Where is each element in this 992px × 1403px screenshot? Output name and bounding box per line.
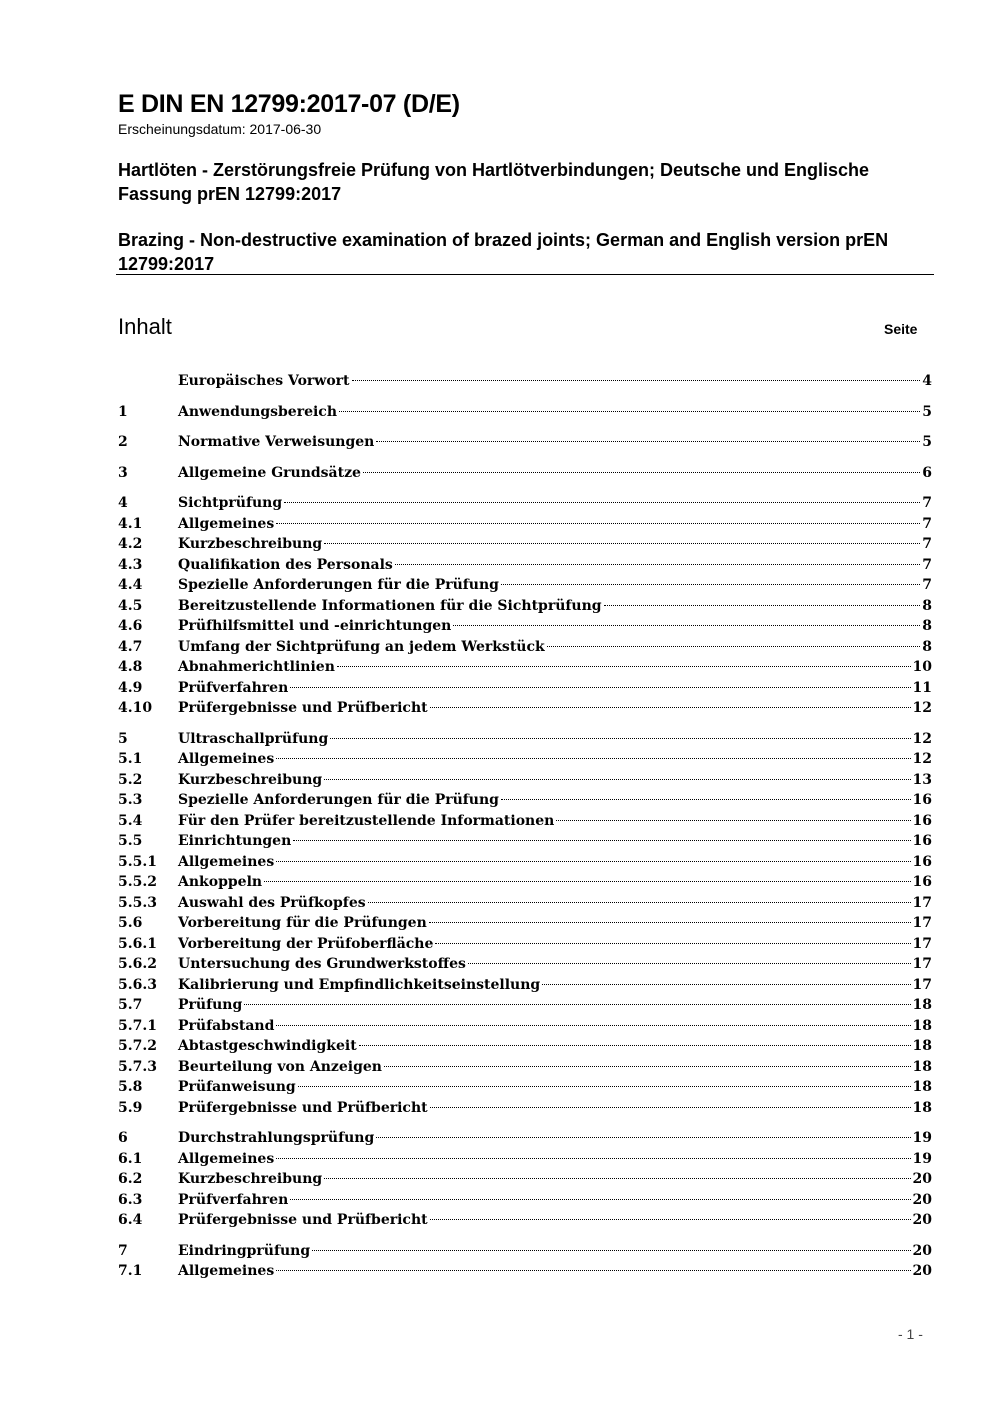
toc-entry-page: 13 — [912, 771, 932, 788]
toc-dot-leader — [312, 1250, 910, 1251]
toc-entry-label: Vorbereitung der Prüfoberfläche — [178, 935, 434, 952]
toc-entry-label: Prüfergebnisse und Prüfbericht — [178, 1099, 428, 1116]
toc-entry-number: 5.7.3 — [118, 1058, 157, 1075]
toc-dot-leader — [501, 584, 920, 585]
toc-dot-leader — [453, 625, 920, 626]
toc-entry[interactable] — [118, 534, 932, 555]
toc-entry-page: 16 — [912, 833, 932, 849]
toc-entry-page: 7 — [922, 536, 932, 552]
toc-entry-label: Prüfabstand — [178, 1017, 275, 1034]
toc-entry[interactable] — [118, 402, 932, 423]
toc-entry[interactable] — [118, 657, 932, 678]
toc-entry-page: 17 — [912, 894, 932, 911]
toc-entry[interactable] — [118, 493, 932, 514]
toc-entry-page: 6 — [922, 464, 932, 481]
toc-dot-leader — [276, 861, 910, 862]
toc-entry[interactable] — [118, 1098, 932, 1119]
toc-entry-number: 5.8 — [118, 1079, 143, 1095]
toc-entry-page: 20 — [912, 1171, 932, 1187]
toc-dot-leader — [290, 1199, 910, 1200]
toc-entry[interactable] — [118, 934, 932, 955]
toc-entry[interactable] — [118, 893, 932, 914]
toc-entry-page: 20 — [912, 1212, 932, 1228]
toc-entry-page: 16 — [912, 874, 932, 890]
toc-entry-number: 1 — [118, 403, 128, 420]
toc-entry-number: 4.3 — [118, 556, 143, 573]
toc-entry-number: 6.1 — [118, 1150, 143, 1167]
toc-entry-label: Qualifikation des Personals — [178, 556, 393, 573]
toc-dot-leader — [395, 564, 920, 565]
toc-entry-label: Durchstrahlungsprüfung — [178, 1130, 375, 1146]
toc-entry-page: 18 — [912, 1017, 932, 1034]
toc-entry-number: 6.2 — [118, 1171, 143, 1187]
title-german: Hartlöten - Zerstörungsfreie Prüfung von Hartlötverbindungen; Deutsche und Englische Fassung prEN 12799:2017 — [118, 160, 870, 204]
toc-dot-leader — [376, 1137, 910, 1138]
toc-dot-leader — [556, 820, 910, 821]
toc-dot-leader — [376, 441, 920, 442]
toc-entry[interactable] — [118, 698, 932, 719]
toc-entry-label: Allgemeines — [178, 515, 275, 532]
toc-entry-page: 11 — [912, 679, 932, 696]
toc-entry-number: 4.9 — [118, 679, 143, 696]
toc-entry-page: 18 — [912, 1038, 932, 1054]
toc-entry-page: 16 — [912, 812, 932, 829]
toc-dot-leader — [276, 1270, 910, 1271]
toc-entry-page: 18 — [912, 997, 932, 1013]
toc-dot-leader — [339, 411, 920, 412]
toc-dot-leader — [501, 799, 911, 800]
toc-entry[interactable] — [118, 872, 932, 893]
toc-entry-page: 16 — [912, 853, 932, 870]
toc-entry-number: 4.5 — [118, 597, 143, 614]
toc-entry-label: Sichtprüfung — [178, 495, 283, 511]
toc-dot-leader — [276, 523, 920, 524]
toc-entry-label: Abtastgeschwindigkeit — [178, 1038, 357, 1054]
toc-entry[interactable] — [118, 852, 932, 873]
toc-entry-label: Vorbereitung für die Prüfungen — [178, 915, 427, 931]
toc-entry-number: 6.4 — [118, 1212, 143, 1228]
toc-entry-label: Bereitzustellende Informationen für die Sichtprüfung — [178, 597, 602, 614]
toc-dot-leader — [435, 943, 910, 944]
toc-entry[interactable] — [118, 831, 932, 852]
toc-entry-number: 7.1 — [118, 1263, 143, 1279]
toc-entry-page: 7 — [922, 577, 932, 593]
toc-entry-page: 12 — [912, 751, 932, 767]
toc-entry-number: 6 — [118, 1130, 128, 1146]
toc-entry-page: 5 — [922, 403, 932, 420]
toc-entry-number: 5.5.3 — [118, 894, 157, 911]
toc-entry-number: 5.2 — [118, 771, 143, 788]
toc-entry-number: 2 — [118, 434, 128, 450]
toc-dot-leader — [430, 1219, 911, 1220]
toc-entry-label: Europäisches Vorwort — [178, 373, 350, 389]
toc-dot-leader — [429, 922, 911, 923]
toc-entry-number: 5.3 — [118, 792, 143, 808]
toc-entry[interactable] — [118, 596, 932, 617]
toc-entry-label: Für den Prüfer bereitzustellende Informationen — [178, 812, 555, 829]
toc-entry[interactable] — [118, 1149, 932, 1170]
toc-entry-page: 17 — [912, 956, 932, 972]
toc-entry-label: Ankoppeln — [178, 874, 263, 890]
toc-entry[interactable] — [118, 637, 932, 658]
page-number: - 1 - — [898, 1326, 923, 1342]
toc-dot-leader — [298, 1086, 911, 1087]
toc-entry[interactable] — [118, 555, 932, 576]
toc-entry-label: Kalibrierung und Empfindlichkeitseinstellung — [178, 976, 541, 993]
toc-entry-label: Prüfverfahren — [178, 679, 289, 696]
toc-dot-leader — [430, 1107, 911, 1108]
toc-dot-leader — [604, 605, 921, 606]
toc-entry[interactable] — [118, 770, 932, 791]
toc-dot-leader — [244, 1004, 910, 1005]
toc-dot-leader — [430, 707, 911, 708]
toc-dot-leader — [352, 380, 921, 381]
toc-entry-page: 7 — [922, 495, 932, 511]
toc-dot-leader — [368, 902, 911, 903]
toc-entry[interactable] — [118, 575, 932, 596]
toc-dot-leader — [284, 502, 920, 503]
toc-dot-leader — [330, 738, 910, 739]
toc-dot-leader — [276, 758, 910, 759]
toc-entry-number: 5.5.1 — [118, 853, 157, 870]
toc-entry-page: 5 — [922, 434, 932, 450]
toc-entry-label: Prüfhilfsmittel und -einrichtungen — [178, 618, 452, 634]
toc-entry-number: 5.5 — [118, 833, 143, 849]
toc-entry-page: 20 — [912, 1263, 932, 1279]
table-of-contents — [118, 371, 932, 1282]
toc-entry-page: 12 — [912, 700, 932, 716]
toc-entry-number: 5.7 — [118, 997, 143, 1013]
toc-entry-page: 17 — [912, 915, 932, 931]
toc-entry[interactable] — [118, 954, 932, 975]
toc-entry-number: 4.7 — [118, 638, 143, 655]
toc-entry[interactable] — [118, 1169, 932, 1190]
toc-entry-label: Prüfergebnisse und Prüfbericht — [178, 700, 428, 716]
toc-entry[interactable] — [118, 1241, 932, 1262]
toc-entry[interactable] — [118, 811, 932, 832]
toc-entry[interactable] — [118, 1077, 932, 1098]
toc-entry-label: Kurzbeschreibung — [178, 536, 323, 552]
toc-entry[interactable] — [118, 790, 932, 811]
toc-dot-leader — [324, 1178, 910, 1179]
toc-entry-label: Prüfergebnisse und Prüfbericht — [178, 1212, 428, 1228]
toc-entry-page: 18 — [912, 1079, 932, 1095]
toc-entry[interactable] — [118, 463, 932, 484]
toc-entry-number: 5.6.1 — [118, 935, 157, 952]
toc-entry-number: 5 — [118, 730, 128, 747]
toc-entry-label: Anwendungsbereich — [178, 403, 337, 420]
toc-entry-number: 5.6.2 — [118, 956, 157, 972]
toc-entry[interactable] — [118, 514, 932, 535]
toc-entry-label: Kurzbeschreibung — [178, 771, 323, 788]
toc-entry[interactable] — [118, 729, 932, 750]
toc-entry[interactable] — [118, 913, 932, 934]
toc-entry[interactable] — [118, 432, 932, 453]
toc-entry-label: Allgemeine Grundsätze — [178, 464, 361, 481]
document-id: E DIN EN 12799:2017-07 (D/E) — [118, 90, 460, 118]
toc-entry-number: 6.3 — [118, 1191, 143, 1208]
title-english: Brazing - Non-destructive examination of brazed joints; German and English version prEN 12799:2017 — [118, 230, 889, 274]
toc-entry[interactable] — [118, 678, 932, 699]
toc-heading: Inhalt — [118, 314, 172, 339]
toc-dot-leader — [293, 840, 910, 841]
toc-entry[interactable] — [118, 995, 932, 1016]
toc-dot-leader — [547, 646, 921, 647]
toc-entry-label: Kurzbeschreibung — [178, 1171, 323, 1187]
toc-page-label: Seite — [884, 321, 918, 337]
toc-entry-label: Allgemeines — [178, 853, 275, 870]
toc-dot-leader — [468, 963, 911, 964]
toc-entry-label: Einrichtungen — [178, 833, 292, 849]
toc-entry-number: 4.6 — [118, 618, 143, 634]
toc-entry-page: 8 — [922, 618, 932, 634]
toc-entry-number: 4.8 — [118, 659, 143, 675]
publication-date: Erscheinungsdatum: 2017-06-30 — [118, 121, 322, 137]
toc-dot-leader — [337, 666, 911, 667]
header-divider — [116, 274, 934, 275]
toc-entry-label: Beurteilung von Anzeigen — [178, 1058, 382, 1075]
toc-entry-page: 12 — [912, 730, 932, 747]
toc-dot-leader — [290, 687, 910, 688]
toc-entry-number: 5.7.2 — [118, 1038, 157, 1054]
toc-entry-number: 5.5.2 — [118, 874, 157, 890]
toc-entry-label: Prüfanweisung — [178, 1079, 296, 1095]
toc-entry-label: Prüfung — [178, 997, 243, 1013]
toc-entry-page: 17 — [912, 976, 932, 993]
toc-entry-page: 7 — [922, 515, 932, 532]
toc-entry[interactable] — [118, 1016, 932, 1037]
toc-dot-leader — [324, 779, 910, 780]
toc-entry[interactable] — [118, 975, 932, 996]
toc-entry-number: 4.2 — [118, 536, 143, 552]
toc-entry-number: 5.6.3 — [118, 976, 157, 993]
toc-entry-page: 17 — [912, 935, 932, 952]
toc-entry-label: Allgemeines — [178, 1263, 275, 1279]
toc-entry-page: 20 — [912, 1191, 932, 1208]
toc-dot-leader — [324, 543, 920, 544]
toc-entry[interactable] — [118, 1210, 932, 1231]
toc-dot-leader — [276, 1025, 910, 1026]
toc-entry-page: 16 — [912, 792, 932, 808]
toc-entry[interactable] — [118, 1190, 932, 1211]
toc-dot-leader — [276, 1158, 910, 1159]
toc-entry-page: 19 — [912, 1150, 932, 1167]
toc-entry[interactable] — [118, 749, 932, 770]
toc-entry-number: 5.4 — [118, 812, 143, 829]
toc-entry-label: Untersuchung des Grundwerkstoffes — [178, 956, 466, 972]
toc-entry-page: 18 — [912, 1058, 932, 1075]
toc-dot-leader — [264, 881, 910, 882]
toc-entry-number: 4.10 — [118, 700, 153, 716]
toc-entry-page: 8 — [922, 638, 932, 655]
toc-entry-label: Abnahmerichtlinien — [178, 659, 335, 675]
toc-entry-label: Spezielle Anforderungen für die Prüfung — [178, 577, 499, 593]
toc-entry-label: Umfang der Sichtprüfung an jedem Werkstück — [178, 638, 545, 655]
toc-entry-label: Normative Verweisungen — [178, 434, 375, 450]
toc-entry-number: 4 — [118, 495, 128, 511]
toc-entry[interactable] — [118, 1261, 932, 1282]
toc-entry-label: Eindringprüfung — [178, 1242, 311, 1259]
toc-entry-label: Allgemeines — [178, 1150, 275, 1167]
toc-entry[interactable] — [118, 371, 932, 392]
toc-entry-label: Allgemeines — [178, 751, 275, 767]
toc-entry-page: 19 — [912, 1130, 932, 1146]
toc-entry-number: 5.9 — [118, 1099, 143, 1116]
toc-dot-leader — [384, 1066, 911, 1067]
toc-entry[interactable] — [118, 1036, 932, 1057]
toc-entry-page: 10 — [912, 659, 932, 675]
toc-dot-leader — [542, 984, 910, 985]
toc-entry-number: 5.1 — [118, 751, 143, 767]
toc-entry-label: Auswahl des Prüfkopfes — [178, 894, 366, 911]
toc-entry-label: Prüfverfahren — [178, 1191, 289, 1208]
toc-entry-label: Spezielle Anforderungen für die Prüfung — [178, 792, 499, 808]
toc-entry-page: 8 — [922, 597, 932, 614]
toc-entry-number: 4.1 — [118, 515, 143, 532]
toc-dot-leader — [363, 472, 920, 473]
toc-entry-number: 5.7.1 — [118, 1017, 157, 1034]
toc-entry-number: 4.4 — [118, 577, 143, 593]
toc-entry-label: Ultraschallprüfung — [178, 730, 329, 747]
toc-entry-page: 20 — [912, 1242, 932, 1259]
toc-entry-number: 3 — [118, 464, 128, 481]
toc-entry-page: 4 — [922, 373, 932, 389]
toc-entry[interactable] — [118, 616, 932, 637]
toc-entry-page: 18 — [912, 1099, 932, 1116]
toc-entry-number: 7 — [118, 1242, 128, 1259]
toc-entry-number: 5.6 — [118, 915, 143, 931]
toc-entry-page: 7 — [922, 556, 932, 573]
toc-dot-leader — [359, 1045, 911, 1046]
toc-entry[interactable] — [118, 1057, 932, 1078]
toc-entry[interactable] — [118, 1128, 932, 1149]
